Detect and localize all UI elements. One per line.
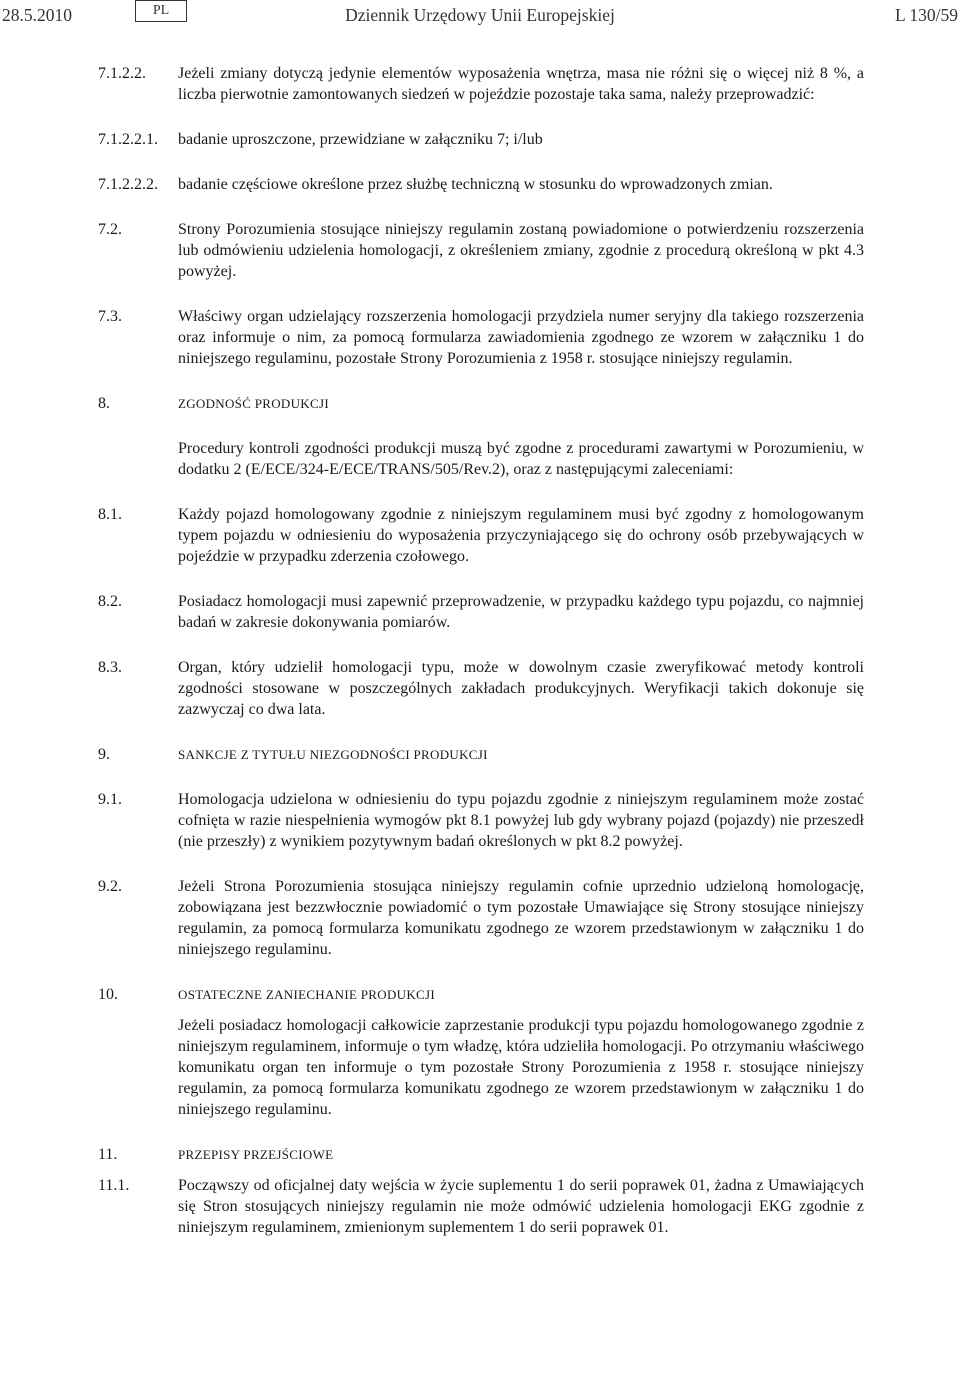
clause-number: 11.1. [98,1177,130,1194]
section-title: PRZEPISY PRZEJŚCIOWE [178,1147,334,1162]
section-title: SANKCJE Z TYTUŁU NIEZGODNOŚCI PRODUKCJI [178,747,488,762]
section-title: OSTATECZNE ZANIECHANIE PRODUKCJI [178,987,435,1002]
clause-number: 7.2. [98,221,122,238]
section-8-heading [0,393,960,414]
clause-text: badanie częściowe określone przez służbę techniczną w stosunku do wprowadzonych zmian. [178,176,773,193]
clause-number: 8.2. [98,593,122,610]
section-number: 9. [98,746,110,763]
clause-text: Jeżeli zmiany dotyczą jedynie elementów wyposażenia wnętrza, masa nie różni się o więcej niż 8 %, a liczba pierwotnie zamontowanych siedzeń w pojeździe pozostaje taka sama, należy przeprowadzić: [178,65,864,103]
clause-number: 7.1.2.2. [98,65,146,82]
clause-text: Jeżeli Strona Porozumienia stosująca niniejszy regulamin cofnie uprzednio udzieloną homologację, zobowiązana jest bezzwłocznie powiadomić o tym pozostałe Umawiające się Strony stosujące niniejszy regulamin, za pomocą formularza komunikatu zgodnego ze wzorem przedstawionym w załączniku 1 do niniejszego regulaminu. [178,878,864,958]
clause-text: Homologacja udzielona w odniesieniu do typu pojazdu zgodnie z niniejszym regulaminem może zostać cofnięta w razie niespełnienia wymogów pkt 8.1 powyżej lub gdy wybrany pojazd (pojazdy) nie przeszedł (nie przeszły) z wynikiem pozytywnym badań określonych w pkt 8.2 powyżej. [178,791,864,850]
clause-7-3 [0,306,960,369]
clause-9-1 [0,789,960,852]
clause-8-3 [0,657,960,720]
page-reference: L 130/59 [894,5,958,25]
language-badge: PL [135,0,187,22]
section-9-heading [0,744,960,765]
section-8-intro: Procedury kontroli zgodności produkcji muszą być zgodne z procedurami zawartymi w Porozumieniu, w dodatku 2 (E/ECE/324-E/ECE/TRANS/505/Rev.2), oraz z następującymi zaleceniami: [178,440,864,478]
clause-text: Począwszy od oficjalnej daty wejścia w życie suplementu 1 do serii poprawek 01, żadna z Umawiających się Stron stosujących niniejszy regulamin nie może odmówić udzielenia homologacji EKG zgodnie z niniejszym regulaminem, zmienionym suplementem 1 do serii poprawek 01. [178,1177,864,1236]
clause-number: 7.1.2.2.2. [98,176,158,193]
clause-11-1 [0,1175,960,1238]
section-number: 8. [98,395,110,412]
section-number: 11. [98,1146,118,1163]
clause-7-1-2-2-2 [0,174,960,195]
clause-7-1-2-2 [0,63,960,105]
clause-7-1-2-2-1 [0,129,960,150]
section-title: ZGODNOŚĆ PRODUKCJI [178,396,329,411]
clause-text: Właściwy organ udzielający rozszerzenia homologacji przydziela numer seryjny dla takiego rozszerzenia oraz informuje o nim, za pomocą formularza zawiadomienia zgodnego ze wzorem w załączniku 1 do niniejszego regulaminu, pozostałe Strony Porozumienia z 1958 r. stosujące niniejszy regulamin. [178,308,864,367]
clause-8-1 [0,504,960,567]
section-number: 10. [98,986,118,1003]
clause-number: 7.3. [98,308,122,325]
clause-8-2 [0,591,960,633]
clause-text: Posiadacz homologacji musi zapewnić przeprowadzenie, w przypadku każdego typu pojazdu, co najmniej badań w zakresie dokonywania pomiarów. [178,593,864,631]
section-10-heading [0,984,960,1005]
page-header [0,0,960,30]
clause-number: 8.1. [98,506,122,523]
document-body [0,63,960,1262]
clause-7-2 [0,219,960,282]
publication-date: 28.5.2010 [2,5,72,25]
clause-9-2 [0,876,960,960]
section-10-text: Jeżeli posiadacz homologacji całkowicie zaprzestanie produkcji typu pojazdu homologowanego zgodnie z niniejszym regulaminem, informuje o tym władzę, która udzieliła homologacji. Po otrzymaniu właściwego komunikatu organ ten informuje o tym pozostałe Strony Porozumienia z 1958 r. stosujące niniejszy regulamin, za pomocą formularza komunikatu zgodnego ze wzorem przedstawionym w załączniku 1 do niniejszego regulaminu. [178,1017,864,1118]
journal-title: Dziennik Urzędowy Unii Europejskiej [345,5,615,25]
clause-number: 9.1. [98,791,122,808]
clause-text: Organ, który udzielił homologacji typu, może w dowolnym czasie zweryfikować metody kontroli zgodności stosowane w poszczególnych zakładach produkcyjnych. Weryfikacji takich dokonuje się zazwyczaj co dwa lata. [178,659,864,718]
clause-number: 9.2. [98,878,122,895]
clause-number: 8.3. [98,659,122,676]
clause-text: Strony Porozumienia stosujące niniejszy regulamin zostaną powiadomione o potwierdzeniu rozszerzenia lub odmówieniu udzielenia homologacji, z określeniem zmiany, zgodnie z procedurą określoną w pkt 4.3 powyżej. [178,221,864,280]
clause-text: Każdy pojazd homologowany zgodnie z niniejszym regulaminem musi być zgodny z homologowanym typem pojazdu w odniesieniu do wyposażenia przyczyniającego się do ochrony osób przebywających w pojeździe w przypadku zderzenia czołowego. [178,506,864,565]
section-11-heading [0,1144,960,1165]
clause-text: badanie uproszczone, przewidziane w załączniku 7; i/lub [178,131,543,148]
clause-number: 7.1.2.2.1. [98,131,158,148]
